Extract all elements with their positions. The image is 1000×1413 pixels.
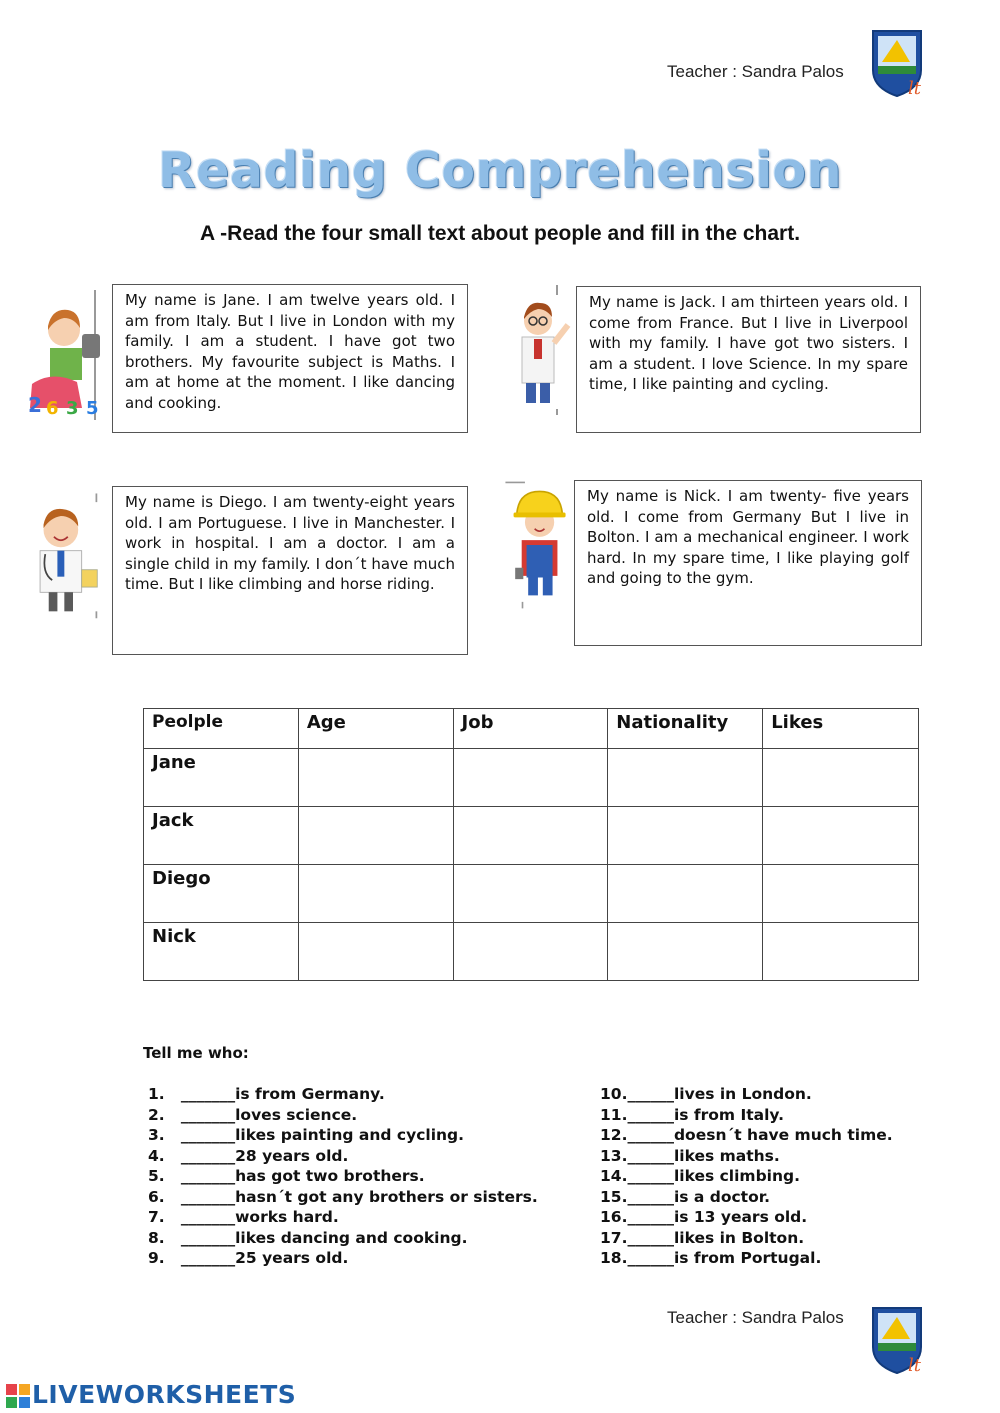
question-item[interactable]: 16.______is 13 years old. [600,1208,808,1226]
header-people: Peolple [144,709,299,749]
question-item[interactable]: 5. _______has got two brothers. [148,1167,425,1185]
chart-header-row [144,709,919,749]
doctor-illustration [15,490,105,620]
header-nationality: Nationality [608,709,763,749]
table-row [144,807,919,865]
answer-cell[interactable] [608,865,763,923]
svg-text:lt: lt [908,78,921,98]
answer-cell[interactable] [763,923,919,981]
table-row [144,865,919,923]
question-list-left [148,1084,538,1269]
girl-student-illustration [22,290,112,420]
svg-text:2: 2 [28,393,42,417]
tell-me-label: Tell me who: [143,1044,249,1062]
row-name: Jane [144,749,299,807]
text-jane: My name is Jane. I am twelve years old. I am from Italy. But I live in London with my family. I am a student. I have got two brothers. My favourite subject is Maths. I am at home at the moment. I like dancing and cooking. [112,284,468,433]
answer-cell[interactable] [298,749,453,807]
answer-cell[interactable] [298,807,453,865]
svg-text:6: 6 [46,398,59,419]
question-item[interactable]: 15.______is a doctor. [600,1187,771,1206]
teacher-name-header: Teacher : Sandra Palos [667,62,844,81]
liveworksheets-logo-icon [6,1384,30,1408]
question-item[interactable]: 3. _______likes painting and cycling. [148,1126,465,1144]
question-item[interactable]: 6. _______hasn´t got any brothers or sisters. [148,1187,538,1206]
question-item[interactable]: 14.______likes climbing. [600,1167,801,1185]
header-job: Job [453,709,608,749]
answer-cell[interactable] [608,749,763,807]
header-likes: Likes [763,709,919,749]
svg-text:5: 5 [86,398,99,419]
svg-text:lt: lt [908,1355,921,1375]
answer-cell[interactable] [763,865,919,923]
question-item[interactable]: 13.______likes maths. [600,1146,780,1165]
table-row [144,923,919,981]
answer-cell[interactable] [453,749,608,807]
question-item[interactable]: 10.______lives in London. [600,1085,812,1103]
answer-cell[interactable] [453,865,608,923]
answer-cell[interactable] [608,923,763,981]
row-name: Jack [144,807,299,865]
question-item[interactable]: 11.______is from Italy. [600,1105,784,1124]
answer-cell[interactable] [298,865,453,923]
question-item[interactable]: 1. _______is from Germany. [148,1085,385,1103]
question-item[interactable]: 7. _______works hard. [148,1208,339,1226]
liveworksheets-brand[interactable]: LIVEWORKSHEETS [32,1380,297,1409]
question-item[interactable]: 18.______is from Portugal. [600,1249,822,1267]
question-item[interactable]: 4. _______28 years old. [148,1146,349,1165]
question-item[interactable]: 12.______doesn´t have much time. [600,1126,893,1144]
question-item[interactable]: 17.______likes in Bolton. [600,1228,805,1247]
text-diego: My name is Diego. I am twenty-eight years old. I am Portuguese. I live in Manchester. I work in hospital. I am a doctor. I am a single child in my family. I don´t have much time. But I like climbing and horse riding. [112,486,468,655]
question-item[interactable]: 2. _______loves science. [148,1105,358,1124]
question-item[interactable]: 8. _______likes dancing and cooking. [148,1228,468,1247]
teacher-name-footer: Teacher : Sandra Palos [667,1308,844,1327]
svg-text:3: 3 [66,398,79,419]
answer-cell[interactable] [453,807,608,865]
text-jack: My name is Jack. I am thirteen years old. I come from France. But I live in Liverpool with my family. I have got two sisters. I am a student. I love Science. In my spare time, I like painting and cycling. [576,286,921,433]
header-age: Age [298,709,453,749]
answer-cell[interactable] [763,749,919,807]
answer-cell[interactable] [608,807,763,865]
row-name: Diego [144,865,299,923]
table-row [144,749,919,807]
question-item[interactable]: 9. _______25 years old. [148,1249,349,1267]
answer-cell[interactable] [453,923,608,981]
row-name: Nick [144,923,299,981]
instruction: A -Read the four small text about people and fill in the chart. [199,222,801,245]
school-crest-icon [870,1305,924,1375]
answer-cell[interactable] [763,807,919,865]
answer-cell[interactable] [298,923,453,981]
fill-in-chart [143,708,919,981]
page-title: Reading Comprehension [157,142,843,199]
text-nick: My name is Nick. I am twenty- five years old. I come from Germany But I live in Bolton. I am a mechanical engineer. I work hard. In my spare time, I like playing golf and going to the gym. [574,480,922,646]
question-list-right [600,1084,893,1269]
school-crest-icon [870,28,924,98]
